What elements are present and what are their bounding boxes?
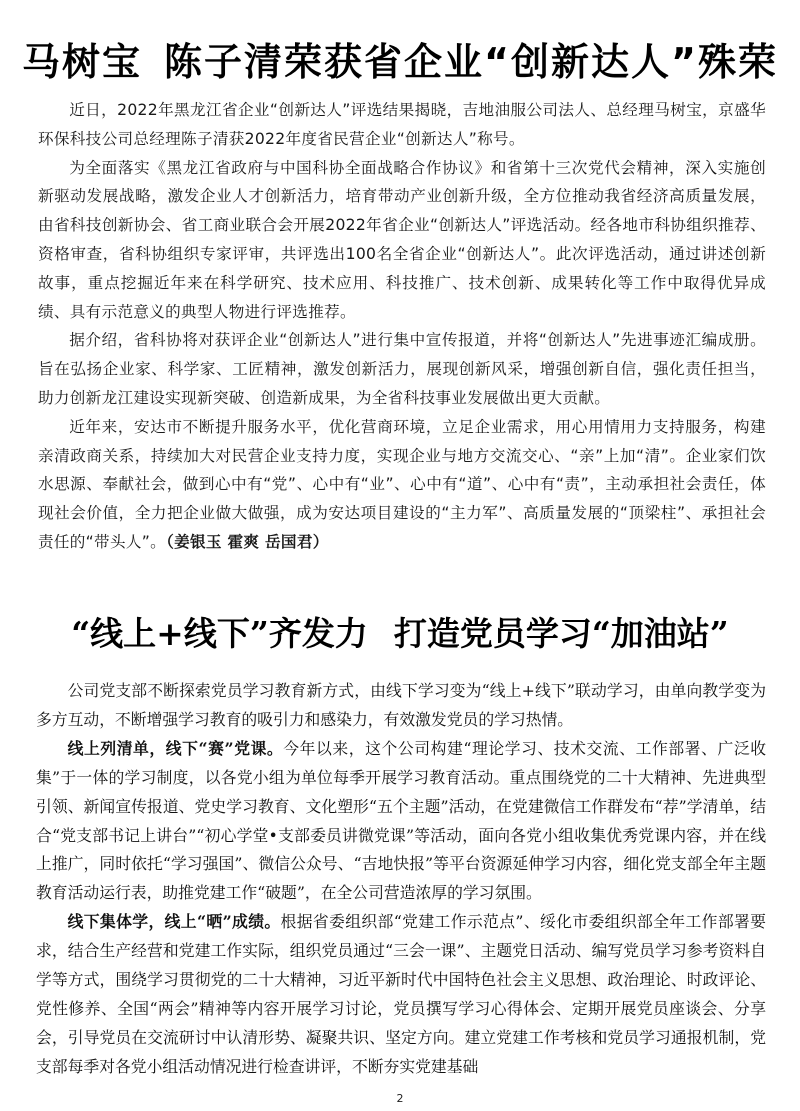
article2-section1-body: 今年以来，这个公司构建“理论学习、技术交流、工作部署、广泛收集”于一体的学习制度，以各党小组为单位每季开展学习教育活动。重点围绕党的二十大精神、先进典型引领、新闻宣传报道、党史学习教育、文化塑形“五个主题”活动，在党建微信工作群发布“荐”学清单，结合“党支部书记上讲台”“初心学堂•支部委员讲微党课”等活动，面向各党小组收集优秀党课内容，并在线上推广，同时依托“学习强国”、微信公众号、“吉地快报”等平台资源延伸学习内容，细化党支部全年主题教育活动运行表，助推党建工作“破题”，在全公司营造浓厚的学习氛围。 <box>36 738 766 903</box>
article2-intro: 公司党支部不断探索党员学习教育新方式，由线下学习变为“线上+线下”联动学习，由单向教学变为多方互动，不断增强学习教育的吸引力和感染力，有效激发党员的学习热情。 <box>36 681 766 729</box>
article1-paragraph-last <box>38 413 766 557</box>
article1-paragraph: 据介绍，省科协将对获评企业“创新达人”进行集中宣传报道，并将“创新达人”先进事迹汇编成册。旨在弘扬企业家、科学家、工匠精神，激发创新活力，展现创新风采，增强创新自信，强化责任担当，助力创新龙江建设实现新突破、创造新成果，为全省科技事业发展做出更大贡献。 <box>38 331 766 407</box>
article1-body <box>38 96 766 557</box>
article1-last-paragraph-text: 近年来，安达市不断提升服务水平，优化营商环境，立足企业需求，用心用情用力支持服务，构建亲清政商关系，持续加大对民营企业支持力度，实现企业与地方交流交心、“亲”上加“清”。企业家们饮水思源、奉献社会，做到心中有“党”、心中有“业”、心中有“道”、心中有“责”，主动承担社会责任，体现社会价值，全力把企业做大做强，成为安达项目建设的“主力军”、高质量发展的“顶梁柱”、承担社会责任的“带头人”。 <box>38 417 766 551</box>
article2-body <box>36 677 766 1082</box>
article1-headline-names: 马树宝 <box>22 40 143 85</box>
article2-headline <box>0 608 800 655</box>
article2-headline-part2: 打造党员学习“加油站” <box>393 614 729 654</box>
article1-headline <box>0 31 800 86</box>
article1-paragraph: 为全面落实《黑龙江省政府与中国科协全面战略合作协议》和省第十三次党代会精神，深入实施创新驱动发展战略，激发企业人才创新活力，培育带动产业创新升级，全方位推动我省经济高质量发展，由省科技创新协会、省工商业联合会开展2022年省企业“创新达人”评选活动。经各地市科协组织推荐、资格审查，省科协组织专家评审，共评选出100名全省企业“创新达人”。此次评选活动，通过讲述创新故事，重点挖掘近年来在科学研究、技术应用、科技推广、技术创新、成果转化等工作中取得优异成绩、具有示范意义的典型人物进行评选推荐。 <box>38 158 766 321</box>
article2-section2-lead: 线下集体学，线上“晒”成绩。 <box>67 912 281 932</box>
article2-section1 <box>36 735 766 908</box>
article2-section2 <box>36 908 766 1081</box>
article2-headline-part1: “线上+线下”齐发力 <box>71 614 368 654</box>
article2-section2-body: 根据省委组织部“党建工作示范点”、绥化市委组织部全年工作部署要求，结合生产经营和党建工作实际，组织党员通过“三会一课”、主题党日活动、编写党员学习参考资料自学等方式，围绕学习贯彻党的二十大精神，习近平新时代中国特色社会主义思想、政治理论、时政评论、党性修养、全国“两会”精神等内容开展学习讨论，党员撰写学习心得体会、定期开展党员座谈会、分享会，引导党员在交流研讨中认清形势、凝聚共识、坚定方向。建立党建工作考核和党员学习通报机制，党支部每季对各党小组活动情况进行检查讲评，不断夯实党建基础 <box>36 912 766 1076</box>
article1-author-byline: （姜银玉 霍爽 岳国君） <box>166 532 329 551</box>
article1-headline-text: 陈子清荣获省企业“创新达人”殊荣 <box>164 40 778 85</box>
article2-section1-lead: 线上列清单，线下“赛”党课。 <box>67 738 284 758</box>
page-number: 2 <box>396 1092 404 1105</box>
article1-paragraph: 近日，2022年黑龙江省企业“创新达人”评选结果揭晓，吉地油服公司法人、总经理马树宝，京盛华环保科技公司总经理陈子清获2022年度省民营企业“创新达人”称号。 <box>38 101 766 148</box>
